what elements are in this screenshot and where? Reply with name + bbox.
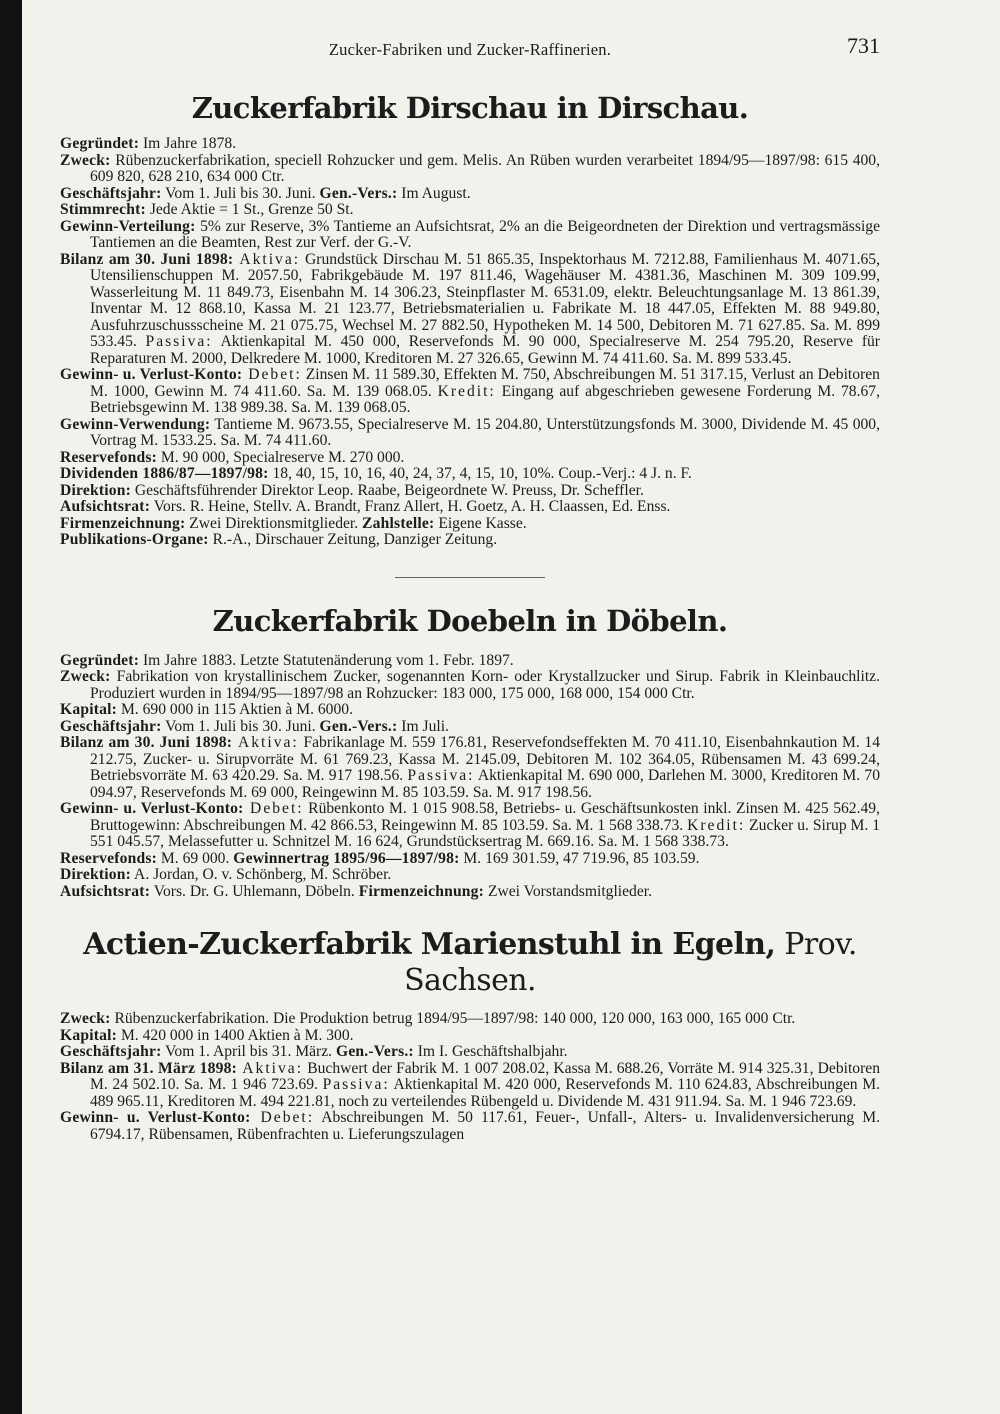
entry-gewinn-verlust-konto: Gewinn- u. Verlust-Konto: Debet: Rübenkonto M. 1 015 908.58, Betriebs- u. Geschäftsunkosten inkl. Zinsen M. 425 562.49, Bruttogewinn: Abschreibungen M. 42 866.53, Reingewinn M. 85 103.59. Sa. M. 1 568 338.73. Kredit: Zucker u. Sirup M. 1 551 045.57, Melassefutter u. Schnitzel M. 16 624, Grundstücksertrag M. 669.16. Sa. M. 1 568 338.73. — [60, 800, 880, 850]
entry-direktion: Direktion: Geschäftsführender Direktor Leop. Raabe, Beigeordnete W. Preuss, Dr. Scheffler. — [60, 481, 644, 499]
company-section-marienstuhl — [60, 927, 880, 1143]
entry-dividenden: Dividenden 1886/87—1897/98: 18, 40, 15, 10, 16, 40, 24, 37, 4, 15, 10, 10%. Coup.-Verj.: 4 J. n. F. — [60, 465, 692, 482]
entry-geschaeftsjahr: Geschäftsjahr: Vom 1. April bis 31. März. Gen.-Vers.: Im I. Geschäftshalbjahr. — [60, 1043, 568, 1060]
running-header — [60, 33, 880, 68]
entry-firmenzeichnung: Firmenzeichnung: Zwei Direktionsmitglieder. Zahlstelle: Eigene Kasse. — [60, 514, 527, 532]
entry-gewinn-verlust-konto: Gewinn- u. Verlust-Konto: Debet: Zinsen M. 11 589.30, Effekten M. 750, Abschreibungen M. 51 317.15, Verlust an Debitoren M. 1000, Gewinn M. 74 411.60. Sa. M. 139 068.05. Kredit: Eingang auf abgeschrieben gewesene Forderung M. 78.67, Betriebsgewinn M. 138 989.38. Sa. M. 139 068.05. — [60, 366, 880, 416]
entry-zweck: Zweck: Rübenzuckerfabrikation. Die Produktion betrug 1894/95—1897/98: 140 000, 120 000, 163 000, 165 000 Ctr. — [60, 1010, 796, 1027]
running-title: Zucker-Fabriken und Zucker-Raffinerien. — [328, 40, 612, 59]
entry-gewinn-verteilung: Gewinn-Verteilung: 5% zur Reserve, 3% Tantieme an Aufsichtsrat, 2% an die Beigeordneten der Direktion und vertragsmässige Tantiemen an die Beamten, Rest zur Verf. der G.-V. — [60, 217, 880, 251]
document-page — [60, 33, 881, 1143]
entry-bilanz: Bilanz am 30. Juni 1898: Aktiva: Fabrikanlage M. 559 176.81, Reservefondseffekten M. 70 411.10, Eisenbahnkaution M. 14 212.75, Zucker- u. Sirupvorräte M. 61 769.23, Kassa M. 2145.09, Debitoren M. 102 364.05, Rübensamen M. 43 699.24, Betriebsvorräte M. 63 420.29. Sa. M. 917 198.56. Passiva: Aktienkapital M. 690 000, Darlehen M. 3000, Kreditoren M. 70 094.97, Reservefonds M. 69 000, Reingewinn M. 85 103.59. Sa. M. 917 198.56. — [60, 734, 881, 801]
entry-geschaeftsjahr: Geschäftsjahr: Vom 1. Juli bis 30. Juni. Gen.-Vers.: Im Juli. — [60, 717, 449, 735]
entry-gegruendet: Gegründet: Im Jahre 1878. — [60, 135, 237, 152]
book-binding-edge — [0, 0, 22, 1414]
entry-kapital: Kapital: M. 420 000 in 1400 Aktien à M. 300. — [60, 1026, 354, 1044]
entry-reservefonds: Reservefonds: M. 69 000. Gewinnertrag 1895/96—1897/98: M. 169 301.59, 47 719.96, 85 103.59. — [60, 849, 700, 867]
entry-publikations-organe: Publikations-Organe: R.-A., Dirschauer Zeitung, Danziger Zeitung. — [60, 531, 498, 548]
company-section-dirschau — [60, 90, 880, 549]
section-divider — [395, 577, 545, 578]
company-section-doebeln — [60, 603, 880, 901]
entry-stimmrecht: Stimmrecht: Jede Aktie = 1 St., Grenze 50 St. — [60, 201, 354, 218]
entry-zweck: Zweck: Rübenzuckerfabrikation, speciell Rohzucker und gem. Melis. An Rüben wurden verarbeitet 1894/95—1897/98: 615 400, 609 820, 628 210, 634 000 Ctr. — [60, 151, 880, 185]
entry-geschaeftsjahr: Geschäftsjahr: Vom 1. Juli bis 30. Juni. Gen.-Vers.: Im August. — [60, 184, 471, 202]
page-number: 731 — [847, 33, 880, 58]
entry-kapital: Kapital: M. 690 000 in 115 Aktien à M. 6000. — [60, 701, 353, 718]
entry-gewinn-verwendung: Gewinn-Verwendung: Tantieme M. 9673.55, Specialreserve M. 15 204.80, Unterstützungsfonds M. 3000, Dividende M. 45 000, Vortrag M. 1533.25. Sa. M. 74 411.60. — [60, 415, 880, 449]
entry-zweck: Zweck: Fabrikation von krystallinischem Zucker, sogenannten Korn- oder Krystallzucker und Sirup. Fabrik in Kleinbauchlitz. Produziert wurden in 1894/95—1897/98 an Rohzucker: 183 000, 175 000, 168 000, 154 000 Ctr. — [60, 668, 880, 702]
section-title: Zuckerfabrik Dirschau in Dirschau. — [191, 91, 749, 125]
entry-aufsichtsrat: Aufsichtsrat: Vors. Dr. G. Uhlemann, Döbeln. Firmenzeichnung: Zwei Vorstandsmitglieder. — [60, 882, 652, 900]
entry-bilanz: Bilanz am 31. März 1898: Aktiva: Buchwert der Fabrik M. 1 007 208.02, Kassa M. 688.26, Vorräte M. 914 325.31, Debitoren M. 24 502.10. Sa. M. 1 946 723.69. Passiva: Aktienkapital M. 420 000, Reservefonds M. 110 624.83, Abschreibungen M. 489 965.11, Kreditoren M. 494 221.81, noch zu verteilendes Rübengeld u. Dividende M. 431 911.94. Sa. M. 1 946 723.69. — [60, 1059, 881, 1110]
entry-gegruendet: Gegründet: Im Jahre 1883. Letzte Statutenänderung vom 1. Febr. 1897. — [60, 651, 514, 669]
entry-aufsichtsrat: Aufsichtsrat: Vors. R. Heine, Stellv. A. Brandt, Franz Allert, H. Goetz, A. H. Claassen, Ed. Enss. — [60, 498, 671, 515]
section-title: Zuckerfabrik Doebeln in Döbeln. — [212, 603, 728, 638]
entry-bilanz: Bilanz am 30. Juni 1898: Aktiva: Grundstück Dirschau M. 51 865.35, Inspektorhaus M. 7212.88, Familienhaus M. 4071.65, Utensilienschuppen M. 2057.50, Fabrikgebäude M. 197 811.46, Wagehäuser M. 4381.36, Maschinen M. 309 109.99, Wasserleitung M. 11 849.73, Eisenbahn M. 14 306.23, Steinpflaster M. 6531.09, elektr. Beleuchtungsanlage M. 13 861.39, Inventar M. 12 868.10, Kassa M. 21 123.77, Betriebsmaterialien u. Fabrikate M. 18 447.05, Effekten M. 88 949.80, Ausfuhrzuschussscheine M. 21 075.75, Wechsel M. 27 882.50, Hypotheken M. 14 500, Debitoren M. 71 627.85. Sa. M. 899 533.45. Passiva: Aktienkapital M. 450 000, Reservefonds M. 90 000, Specialreserve M. 254 795.20, Reserve für Reparaturen M. 2000, Delkredere M. 1000, Kreditoren M. 27 326.65, Gewinn M. 74 411.60. Sa. M. 899 533.45. — [60, 250, 881, 367]
entry-reservefonds: Reservefonds: M. 90 000, Specialreserve M. 270 000. — [60, 448, 405, 466]
section-title: Actien-Zuckerfabrik Marienstuhl in Egeln, Prov. Sachsen. — [83, 927, 857, 998]
entry-gewinn-verlust-konto: Gewinn- u. Verlust-Konto: Debet: Abschreibungen M. 50 117.61, Feuer-, Unfall-, Alters- u. Invalidenversicherung M. 6794.17, Rübensamen, Rübenfrachten u. Lieferungszulagen — [60, 1109, 881, 1143]
entry-direktion: Direktion: A. Jordan, O. v. Schönberg, M. Schröber. — [60, 866, 392, 883]
